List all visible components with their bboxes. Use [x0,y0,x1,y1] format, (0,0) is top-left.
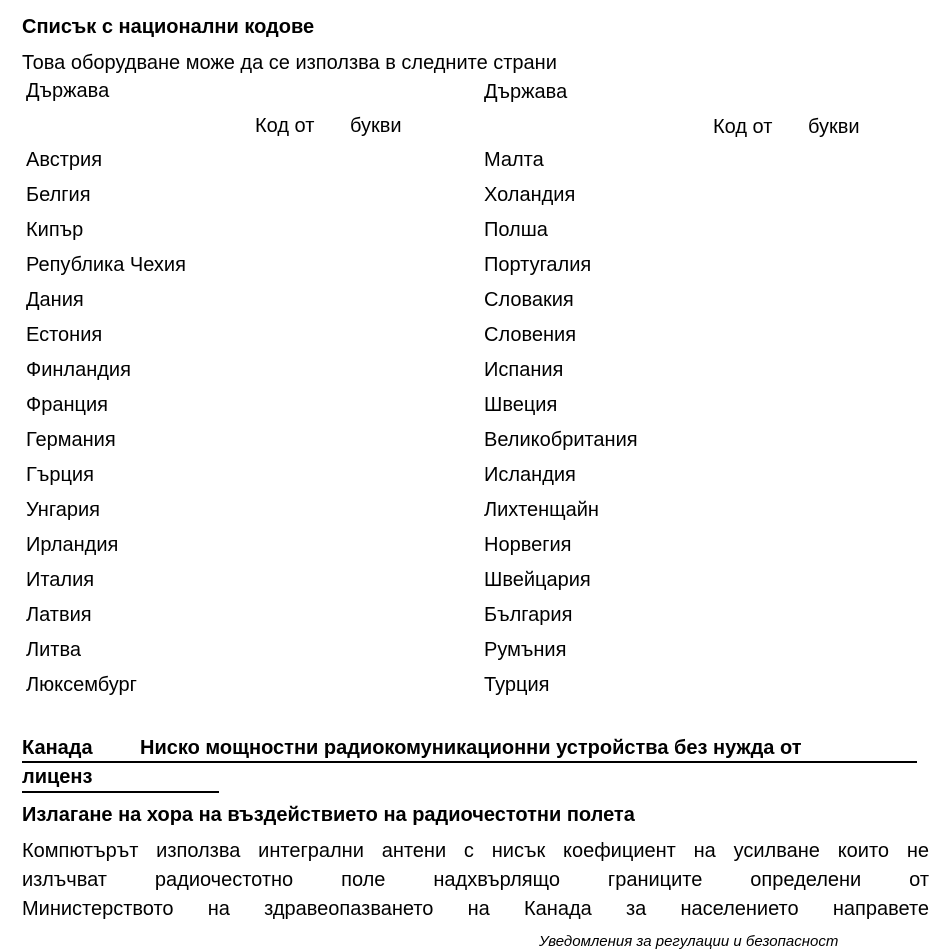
country-name: Кипър [26,219,84,241]
country-name: Швейцария [484,569,591,591]
canada-label: Канада [22,737,93,759]
country-name: Швеция [484,394,558,416]
country-name: България [484,604,573,626]
country-name: Румъния [484,639,567,661]
country-name: Унгария [26,499,100,521]
canada-title-continued: лиценз [22,766,93,788]
paragraph-line: Министерството на здравеопазването на Канада за населението направете [22,898,929,920]
country-name: Италия [26,569,95,591]
paragraph-line: излъчват радиочестотно поле надхвърлящо границите определени от [22,869,929,891]
country-name: Латвия [26,604,92,626]
left-letters-header: букви [350,115,402,137]
left-code-header: Код от [255,115,315,137]
country-name: Полша [484,219,548,241]
left-country-header: Държава [26,80,110,102]
country-name: Турция [484,674,550,696]
country-name: Естония [26,324,103,346]
paragraph-line: Компютърът използва интегрални антени с нисък коефициент на усилване които не [22,840,929,862]
canada-title: Ниско мощностни радиокомуникационни устройства без нужда от [140,737,802,759]
country-name: Словакия [484,289,574,311]
country-name: Литва [26,639,81,661]
country-name: Ирландия [26,534,119,556]
country-name: Исландия [484,464,576,486]
country-name: Гърция [26,464,94,486]
country-name: Република Чехия [26,254,186,276]
country-name: Словения [484,324,577,346]
country-name: Австрия [26,149,103,171]
right-country-header: Държава [484,81,568,103]
country-name: Дания [26,289,84,311]
country-name: Германия [26,429,116,451]
country-name: Финландия [26,359,131,381]
country-name: Белгия [26,184,91,206]
intro-text: Това оборудване може да се използва в следните страни [22,52,557,74]
page-footer: Уведомления за регулации и безопасност [539,933,839,950]
country-name: Люксембург [26,674,137,696]
country-name: Лихтенщайн [484,499,599,521]
page-title: Списък с национални кодове [22,16,315,38]
exposure-heading: Излагане на хора на въздействието на радиочестотни полета [22,804,635,826]
canada-title-underline [22,761,917,763]
country-name: Португалия [484,254,592,276]
country-name: Испания [484,359,564,381]
country-name: Норвегия [484,534,572,556]
country-name: Великобритания [484,429,638,451]
country-name: Холандия [484,184,576,206]
country-name: Франция [26,394,108,416]
country-name: Малта [484,149,544,171]
canada-title-continued-underline [22,791,219,793]
right-code-header: Код от [713,116,773,138]
right-letters-header: букви [808,116,860,138]
